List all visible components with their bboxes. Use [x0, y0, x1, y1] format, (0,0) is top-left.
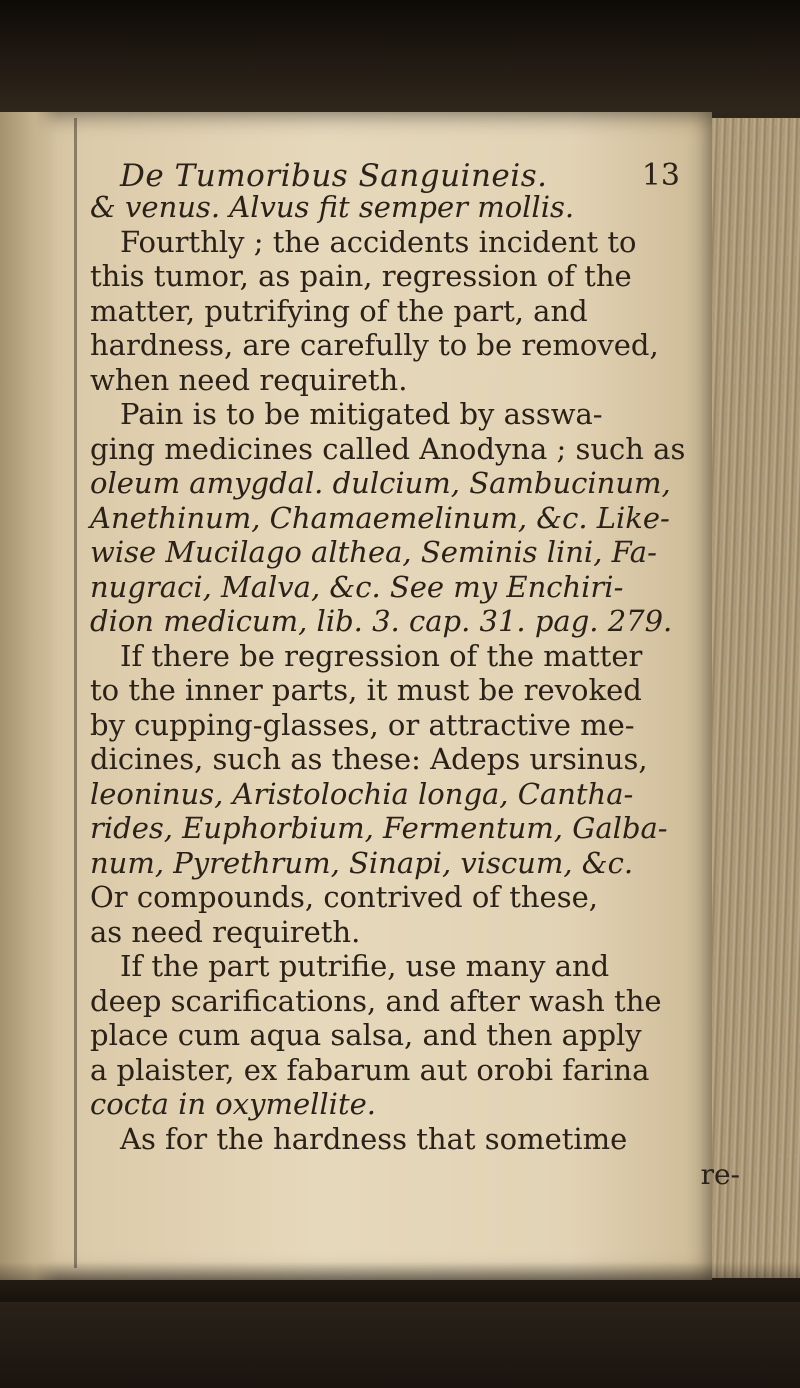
- text-line: As for the hardness that sometime: [120, 1121, 628, 1156]
- page-number: 13: [641, 158, 680, 193]
- text-line: this tumor, as pain, regression of the: [90, 259, 632, 293]
- text-line: dion medicum, lib. 3. cap. 31. pag. 279.: [90, 604, 673, 638]
- text-line: Or compounds, contrived of these,: [90, 880, 598, 914]
- text-line: oleum amygdal. dulcium, Sambucinum,: [90, 466, 671, 500]
- text-line: If the part putrifie, use many and: [120, 949, 610, 983]
- catchword: re-: [700, 1158, 740, 1191]
- text-line: as need requireth.: [90, 914, 361, 949]
- text-line: to the inner parts, it must be revoked: [90, 673, 642, 707]
- text-line: leoninus, Aristolochia longa, Cantha-: [90, 776, 634, 811]
- text-line: dicines, such as these: Adeps ursinus,: [90, 742, 648, 776]
- running-head: De Tumoribus Sanguineis.: [120, 158, 548, 194]
- text-line: when need requireth.: [90, 362, 408, 397]
- page-edges: [712, 118, 800, 1278]
- text-line: ging medicines called Anodyna ; such as: [90, 431, 686, 466]
- binding-gutter: [0, 112, 58, 1280]
- text-line: Anethinum, Chamaemelinum, &c. Like-: [90, 500, 670, 535]
- page-bottom-shadow: [0, 1262, 800, 1302]
- text-line: Pain is to be mitigated by asswa-: [120, 397, 603, 431]
- gutter-fold: [74, 118, 77, 1268]
- text-line: Fourthly ; the accidents incident to: [120, 224, 637, 259]
- body-text: [90, 190, 686, 1156]
- text-line: If there be regression of the matter: [120, 638, 643, 673]
- text-line: & venus. Alvus fit semper mollis.: [90, 190, 575, 224]
- text-line: cocta in oxymellite.: [90, 1087, 376, 1121]
- text-line: hardness, are carefully to be removed,: [90, 328, 659, 362]
- text-line: deep scarifications, and after wash the: [90, 983, 662, 1018]
- text-line: place cum aqua salsa, and then apply: [90, 1018, 642, 1052]
- text-line: num, Pyrethrum, Sinapi, viscum, &c.: [90, 845, 634, 880]
- text-line: wise Mucilago althea, Seminis lini, Fa-: [90, 535, 657, 569]
- text-line: rides, Euphorbium, Fermentum, Galba-: [90, 811, 668, 845]
- text-line: a plaister, ex fabarum aut orobi farina: [90, 1052, 650, 1087]
- text-line: nugraci, Malva, &c. See my Enchiri-: [90, 569, 624, 604]
- text-line: by cupping-glasses, or attractive me-: [90, 707, 635, 742]
- text-line: matter, putrifying of the part, and: [90, 293, 588, 328]
